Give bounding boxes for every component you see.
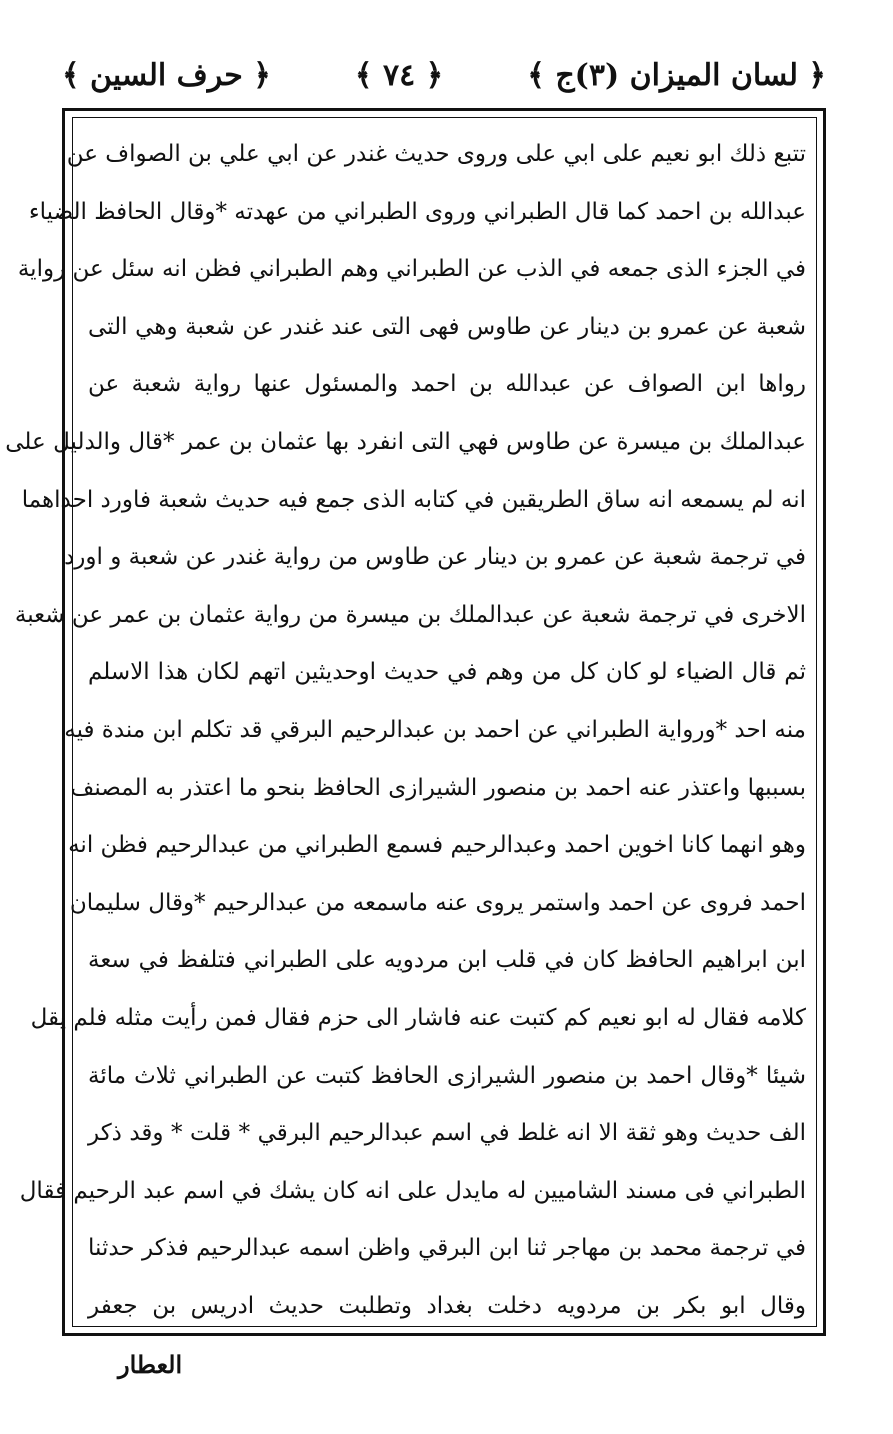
text-line: انه لم يسمعه انه ساق الطريقين في كتابه الذى جمع فيه حديث شعبة فاورد احداهما	[21, 486, 806, 513]
text-line: شيئا *وقال احمد بن منصور الشيرازى الحافظ كتبت عن الطبراني ثلاث مائة	[88, 1062, 806, 1089]
text-line: في الجزء الذى جمعه في الذب عن الطبراني وهم الطبراني فظن انه سئل عن رواية	[17, 256, 806, 283]
text-line: في ترجمة محمد بن مهاجر ثنا ابن البرقي واظن اسمه عبدالرحيم فذكر حدثنا	[88, 1235, 806, 1262]
text-line: الاخرى في ترجمة شعبة عن عبدالملك بن ميسرة من رواية عثمان بن عمر عن شعبة	[14, 601, 806, 628]
text-line: في ترجمة شعبة عن عمرو بن دينار عن طاوس من رواية غندر عن شعبة و اورد	[64, 544, 806, 571]
text-line: الف حديث وهو ثقة الا انه غلط في اسم عبدالرحيم البرقي * قلت * وقد ذكر	[88, 1120, 806, 1147]
text-line: احمد فروى عن احمد واستمر يروى عنه ماسمعه من عبدالرحيم *وقال سليمان	[69, 889, 806, 916]
text-line: بسببها واعتذر عنه احمد بن منصور الشيرازى الحافظ بنحو ما اعتذر به المصنف	[70, 774, 806, 801]
text-line: عبدالملك بن ميسرة عن طاوس فهي التى انفرد بها عثمان بن عمر *قال والدليل على	[5, 428, 806, 455]
text-line: وهو انهما كانا اخوين احمد وعبدالرحيم فسمع الطبراني من عبدالرحيم فظن انه	[68, 832, 806, 859]
text-line: وقال ابو بكر بن مردويه دخلت بغداد وتطلبت حديث ادريس بن جعفر	[88, 1292, 806, 1319]
body-text	[5, 126, 806, 1326]
page-number: ﴿ ٧٤ ﴾	[354, 57, 444, 93]
catchword: العطار	[118, 1350, 183, 1379]
text-line: ثم قال الضياء لو كان كل من وهم في حديث اوحديثين اتهم لكان هذا الاسلم	[88, 659, 806, 686]
book-title: ﴿ لسان الميزان (٣)ج ﴾	[527, 57, 826, 93]
text-line: منه احد *ورواية الطبراني عن احمد بن عبدالرحيم البرقي قد تكلم ابن مندة فيه	[64, 716, 806, 743]
text-line: كلامه فقال له ابو نعيم كم كتبت عنه فاشار الى حزم فقال فمن رأيت مثله فلم يقل	[30, 1004, 806, 1031]
text-line: عبدالله بن احمد كما قال الطبراني وروى الطبراني من عهدته *وقال الحافظ الضياء	[28, 198, 806, 225]
page-header	[62, 55, 826, 95]
text-line: ابن ابراهيم الحافظ كان في قلب ابن مردويه على الطبراني فتلفظ في سعة	[88, 947, 806, 974]
text-line: الطبراني فى مسند الشاميين له مايدل على انه كان يشك في اسم عبد الرحيم فقال	[19, 1177, 806, 1204]
section-title: ﴿ حرف السين ﴾	[62, 57, 271, 93]
text-line: شعبة عن عمرو بن دينار عن طاوس فهى التى عند غندر عن شعبة وهي التى	[88, 313, 806, 340]
text-line: تتبع ذلك ابو نعيم على ابي على وروى حديث غندر عن ابي علي بن الصواف عن	[66, 141, 806, 167]
text-line: رواها ابن الصواف عن عبدالله بن احمد والمسئول عنها رواية شعبة عن	[88, 371, 806, 398]
